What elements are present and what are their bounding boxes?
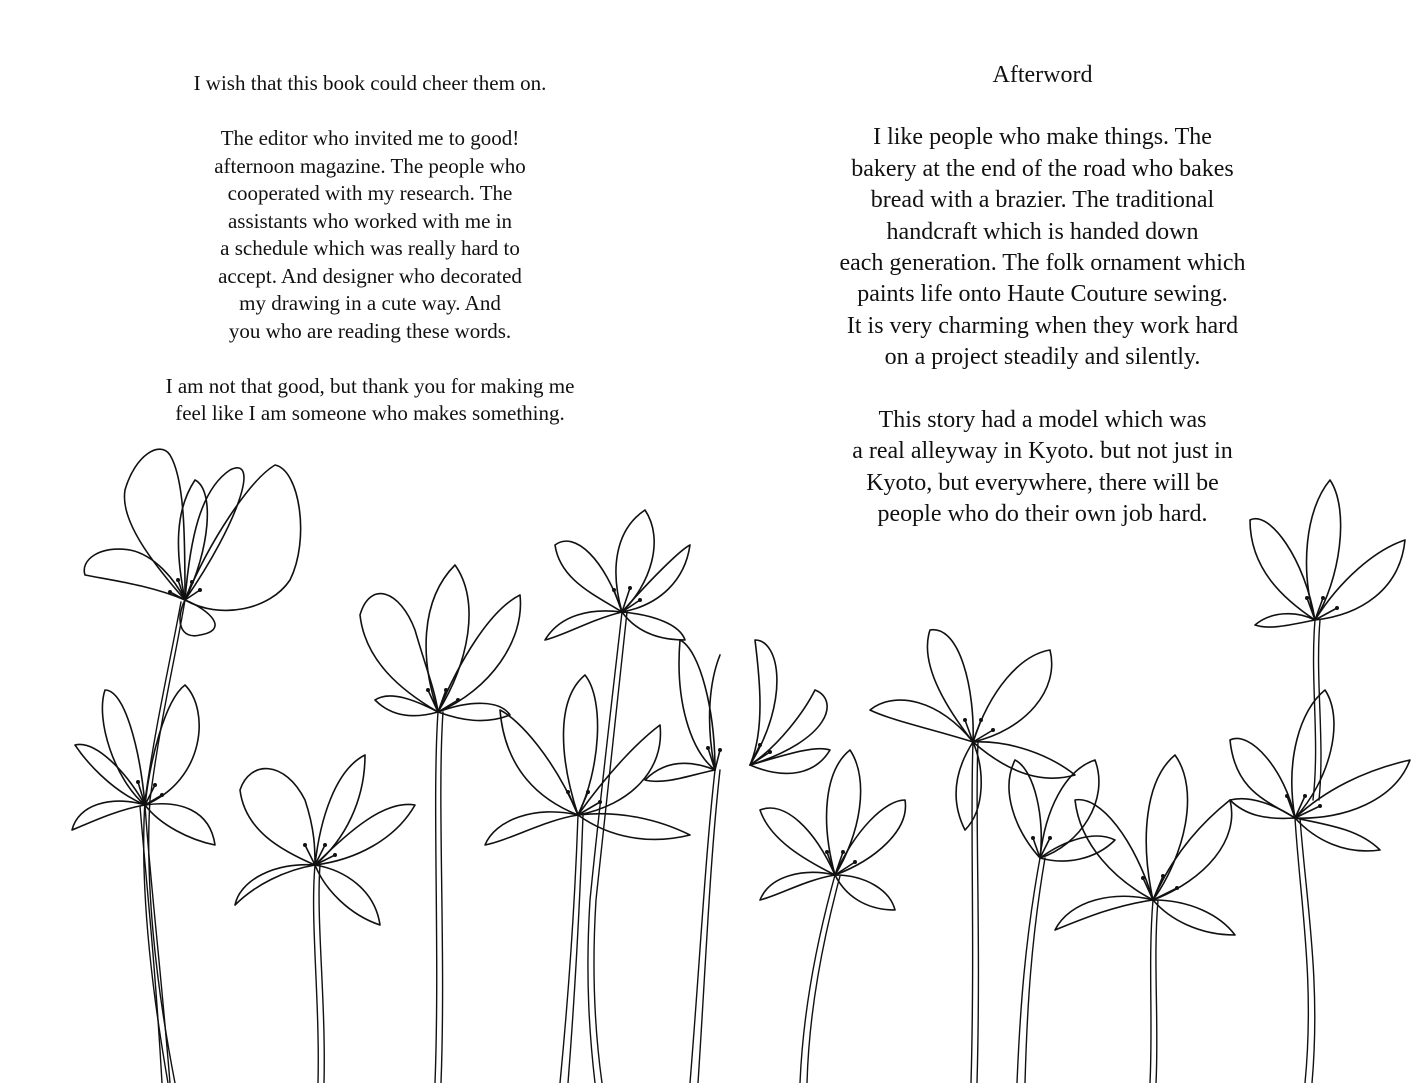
text-line: I am not that good, but thank you for making me — [165, 373, 575, 398]
text-line: feel like I am someone who makes something. — [175, 401, 565, 425]
text-line: handcraft which is handed down — [886, 218, 1199, 245]
flower-illustration-l — [1055, 755, 1235, 1083]
text-line: Kyoto, but everywhere, there will be — [866, 469, 1219, 496]
text-line: I like people who make things. The — [873, 124, 1212, 151]
right-paragraph-1 — [790, 122, 1295, 373]
text-line: The editor who invited me to good! — [220, 126, 520, 150]
flower-illustration-d — [360, 565, 520, 1083]
text-line: paints life onto Haute Couture sewing. — [857, 281, 1228, 308]
left-paragraph-1 — [70, 70, 670, 98]
left-paragraph-2 — [70, 125, 670, 345]
text-line: on a project steadily and silently. — [884, 344, 1201, 371]
text-line: cooperated with my research. The — [227, 181, 513, 205]
flower-illustration-g — [645, 640, 722, 1083]
left-paragraph-3 — [70, 373, 670, 428]
flower-illustration-c — [235, 755, 415, 1083]
flower-illustration-b — [72, 685, 215, 1083]
flower-illustration-i — [760, 750, 905, 1083]
text-line: you who are reading these words. — [228, 318, 512, 343]
text-line: It is very charming when they work hard — [846, 312, 1239, 339]
text-line: assistants who worked with me in — [227, 208, 513, 233]
text-line: a real alleyway in Kyoto. but not just in — [852, 438, 1233, 465]
flower-illustration-h — [750, 640, 830, 773]
text-line: my drawing in a cute way. And — [239, 291, 501, 315]
flower-illustration-f — [485, 675, 690, 1083]
right-page-text — [790, 60, 1295, 531]
right-page — [745, 0, 1417, 1083]
afterword-heading: Afterword — [992, 62, 1093, 88]
text-line: This story had a model which was — [878, 407, 1207, 434]
flower-illustration-e — [545, 510, 690, 1083]
text-line: people who do their own job hard. — [877, 501, 1208, 528]
text-line: I wish that this book could cheer them on. — [193, 71, 547, 95]
text-line: accept. And designer who decorated — [218, 263, 522, 288]
text-line: afternoon magazine. The people who — [214, 153, 526, 178]
left-page-text — [70, 70, 670, 428]
right-paragraph-2 — [790, 405, 1295, 531]
text-line: a schedule which was really hard to — [220, 236, 520, 260]
text-line: each generation. The folk ornament which — [839, 250, 1246, 277]
text-line: bread with a brazier. The traditional — [870, 187, 1215, 214]
flower-illustration-n — [1230, 690, 1410, 1083]
text-line: bakery at the end of the road who bakes — [851, 155, 1234, 182]
